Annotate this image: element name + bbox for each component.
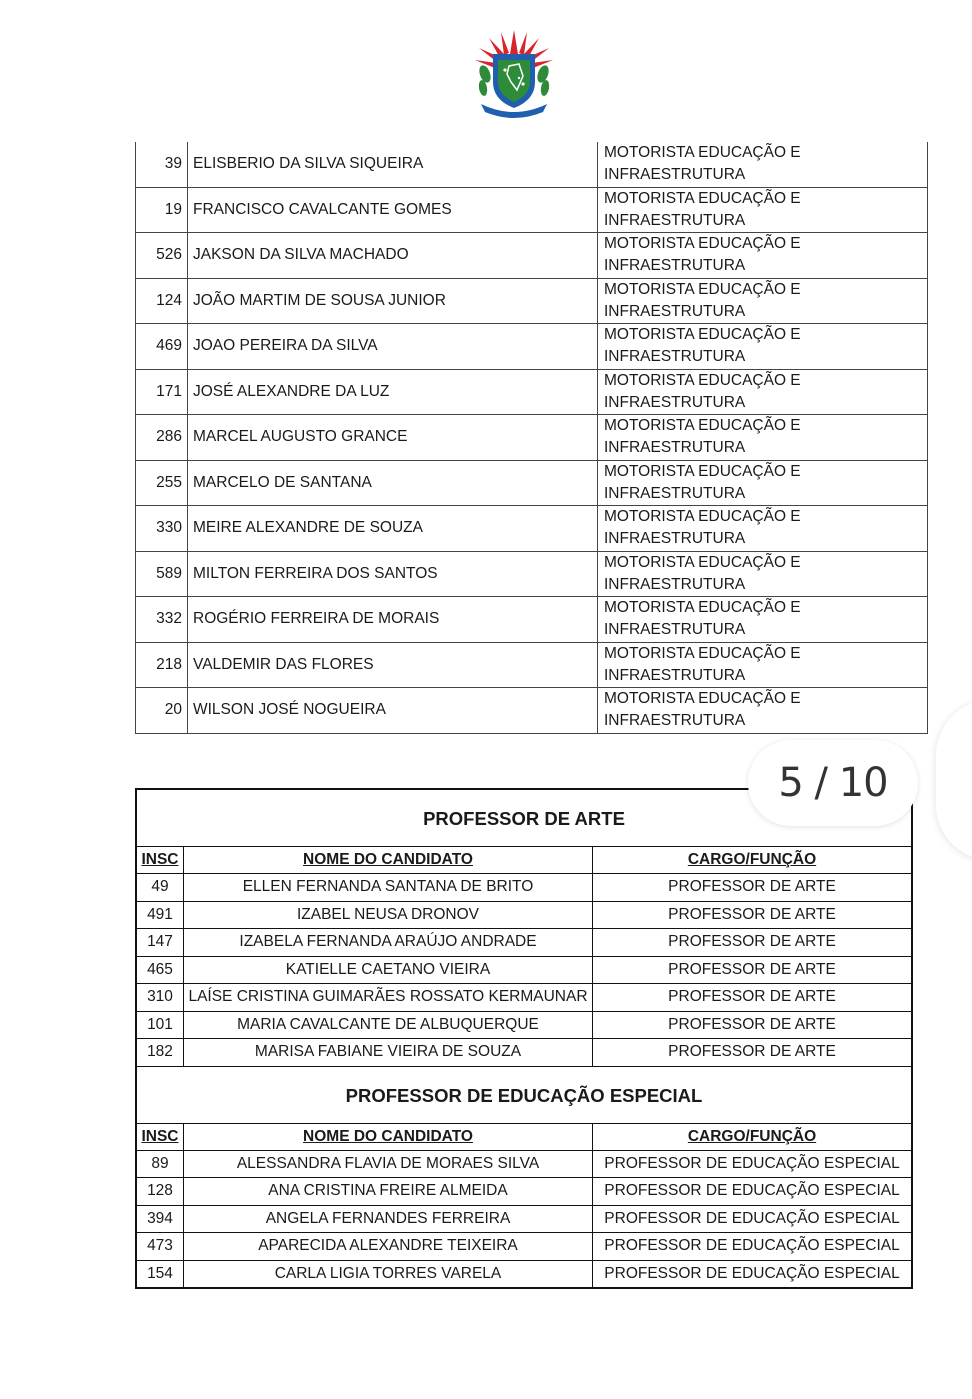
- table-row: [136, 460, 928, 506]
- insc-cell: 128: [136, 1178, 184, 1206]
- role-line-1: MOTORISTA EDUCAÇÃO E: [604, 326, 801, 344]
- professor-candidates-table: [135, 788, 913, 1289]
- table-row: [136, 506, 928, 552]
- table-row: [136, 369, 928, 415]
- column-header-row: [136, 1123, 912, 1150]
- insc-cell: 310: [136, 984, 184, 1012]
- insc-cell: 332: [136, 597, 188, 643]
- role-cell: [598, 233, 928, 279]
- insc-cell: 394: [136, 1205, 184, 1233]
- table-row: [136, 956, 912, 984]
- table-row: [136, 874, 912, 902]
- table-row: [136, 929, 912, 957]
- role-line-1: MOTORISTA EDUCAÇÃO E: [604, 371, 801, 389]
- section-title: PROFESSOR DE ARTE: [136, 789, 912, 847]
- section-title: PROFESSOR DE EDUCAÇÃO ESPECIAL: [136, 1066, 912, 1123]
- insc-cell: 154: [136, 1260, 184, 1288]
- role-header: CARGO/FUNÇÃO: [593, 847, 913, 874]
- municipal-crest-logo: [471, 24, 557, 120]
- table-row: [136, 597, 928, 643]
- table-row: [136, 324, 928, 370]
- insc-cell: 218: [136, 642, 188, 688]
- role-line-2: INFRAESTRUTURA: [604, 621, 746, 639]
- candidate-name-cell: IZABELA FERNANDA ARAÚJO ANDRADE: [184, 929, 593, 957]
- insc-cell: 469: [136, 324, 188, 370]
- role-cell: PROFESSOR DE ARTE: [593, 984, 913, 1012]
- role-cell: PROFESSOR DE ARTE: [593, 901, 913, 929]
- role-cell: PROFESSOR DE ARTE: [593, 1011, 913, 1039]
- role-cell: PROFESSOR DE ARTE: [593, 1039, 913, 1067]
- candidate-name-cell: JOSÉ ALEXANDRE DA LUZ: [188, 369, 598, 415]
- insc-cell: 49: [136, 874, 184, 902]
- candidate-name-cell: WILSON JOSÉ NOGUEIRA: [188, 688, 598, 734]
- role-line-1: MOTORISTA EDUCAÇÃO E: [604, 144, 801, 162]
- role-line-1: MOTORISTA EDUCAÇÃO E: [604, 280, 801, 298]
- role-cell: [598, 324, 928, 370]
- candidate-name-cell: JOAO PEREIRA DA SILVA: [188, 324, 598, 370]
- role-line-1: MOTORISTA EDUCAÇÃO E: [604, 690, 801, 708]
- candidate-name-cell: MILTON FERREIRA DOS SANTOS: [188, 551, 598, 597]
- role-line-2: INFRAESTRUTURA: [604, 484, 746, 502]
- role-header: CARGO/FUNÇÃO: [593, 1123, 913, 1150]
- column-header-row: [136, 847, 912, 874]
- role-line-2: INFRAESTRUTURA: [604, 211, 746, 229]
- insc-cell: 330: [136, 506, 188, 552]
- role-cell: PROFESSOR DE EDUCAÇÃO ESPECIAL: [593, 1260, 913, 1288]
- role-cell: [598, 642, 928, 688]
- role-line-2: INFRAESTRUTURA: [604, 393, 746, 411]
- table-row: [136, 142, 928, 187]
- role-cell: PROFESSOR DE ARTE: [593, 874, 913, 902]
- candidate-name-cell: ELLEN FERNANDA SANTANA DE BRITO: [184, 874, 593, 902]
- table-row: [136, 642, 928, 688]
- role-line-2: INFRAESTRUTURA: [604, 348, 746, 366]
- candidate-name-cell: MARCELO DE SANTANA: [188, 460, 598, 506]
- role-cell: PROFESSOR DE EDUCAÇÃO ESPECIAL: [593, 1178, 913, 1206]
- name-header: NOME DO CANDIDATO: [184, 1123, 593, 1150]
- section-title-row: [136, 1066, 912, 1123]
- table-row: [136, 1150, 912, 1178]
- candidate-name-cell: CARLA LIGIA TORRES VARELA: [184, 1260, 593, 1288]
- role-line-1: MOTORISTA EDUCAÇÃO E: [604, 599, 801, 617]
- role-line-2: INFRAESTRUTURA: [604, 712, 746, 730]
- name-header: NOME DO CANDIDATO: [184, 847, 593, 874]
- table-row: [136, 1178, 912, 1206]
- candidate-name-cell: APARECIDA ALEXANDRE TEIXEIRA: [184, 1233, 593, 1261]
- insc-cell: 526: [136, 233, 188, 279]
- role-cell: [598, 688, 928, 734]
- insc-header: INSC: [136, 847, 184, 874]
- insc-cell: 491: [136, 901, 184, 929]
- motorista-candidates-table: [135, 142, 928, 734]
- role-cell: [598, 551, 928, 597]
- candidate-name-cell: MARISA FABIANE VIEIRA DE SOUZA: [184, 1039, 593, 1067]
- candidate-name-cell: JOÃO MARTIM DE SOUSA JUNIOR: [188, 278, 598, 324]
- table-row: [136, 187, 928, 233]
- insc-cell: 39: [136, 142, 188, 187]
- role-line-2: INFRAESTRUTURA: [604, 666, 746, 684]
- role-line-2: INFRAESTRUTURA: [604, 257, 746, 275]
- table-row: [136, 1233, 912, 1261]
- role-line-1: MOTORISTA EDUCAÇÃO E: [604, 462, 801, 480]
- insc-cell: 171: [136, 369, 188, 415]
- role-line-2: INFRAESTRUTURA: [604, 575, 746, 593]
- role-line-1: MOTORISTA EDUCAÇÃO E: [604, 553, 801, 571]
- candidate-name-cell: ELISBERIO DA SILVA SIQUEIRA: [188, 142, 598, 187]
- candidate-name-cell: ANGELA FERNANDES FERREIRA: [184, 1205, 593, 1233]
- candidate-name-cell: MEIRE ALEXANDRE DE SOUZA: [188, 506, 598, 552]
- role-cell: [598, 369, 928, 415]
- candidate-name-cell: FRANCISCO CAVALCANTE GOMES: [188, 187, 598, 233]
- insc-cell: 255: [136, 460, 188, 506]
- role-line-2: INFRAESTRUTURA: [604, 439, 746, 457]
- page-indicator: 5 / 10: [748, 740, 918, 826]
- candidate-name-cell: ROGÉRIO FERREIRA DE MORAIS: [188, 597, 598, 643]
- role-line-1: MOTORISTA EDUCAÇÃO E: [604, 417, 801, 435]
- insc-cell: 147: [136, 929, 184, 957]
- table-row: [136, 984, 912, 1012]
- role-cell: PROFESSOR DE ARTE: [593, 929, 913, 957]
- table-row: [136, 415, 928, 461]
- insc-cell: 286: [136, 415, 188, 461]
- insc-cell: 473: [136, 1233, 184, 1261]
- role-line-1: MOTORISTA EDUCAÇÃO E: [604, 508, 801, 526]
- role-cell: PROFESSOR DE ARTE: [593, 956, 913, 984]
- candidate-name-cell: KATIELLE CAETANO VIEIRA: [184, 956, 593, 984]
- role-line-1: MOTORISTA EDUCAÇÃO E: [604, 644, 801, 662]
- table-row: [136, 1260, 912, 1288]
- role-cell: PROFESSOR DE EDUCAÇÃO ESPECIAL: [593, 1205, 913, 1233]
- candidate-name-cell: IZABEL NEUSA DRONOV: [184, 901, 593, 929]
- insc-header: INSC: [136, 1123, 184, 1150]
- table-row: [136, 1205, 912, 1233]
- table-row: [136, 1039, 912, 1067]
- table-row: [136, 901, 912, 929]
- insc-cell: 101: [136, 1011, 184, 1039]
- insc-cell: 20: [136, 688, 188, 734]
- insc-cell: 465: [136, 956, 184, 984]
- role-line-2: INFRAESTRUTURA: [604, 530, 746, 548]
- role-line-1: MOTORISTA EDUCAÇÃO E: [604, 189, 801, 207]
- candidate-name-cell: ALESSANDRA FLAVIA DE MORAES SILVA: [184, 1150, 593, 1178]
- role-cell: [598, 460, 928, 506]
- viewer-side-control[interactable]: [936, 700, 972, 860]
- table-row: [136, 551, 928, 597]
- insc-cell: 89: [136, 1150, 184, 1178]
- role-cell: [598, 415, 928, 461]
- table-row: [136, 233, 928, 279]
- insc-cell: 124: [136, 278, 188, 324]
- role-cell: PROFESSOR DE EDUCAÇÃO ESPECIAL: [593, 1150, 913, 1178]
- candidate-name-cell: VALDEMIR DAS FLORES: [188, 642, 598, 688]
- role-line-2: INFRAESTRUTURA: [604, 166, 746, 184]
- candidate-name-cell: MARCEL AUGUSTO GRANCE: [188, 415, 598, 461]
- insc-cell: 19: [136, 187, 188, 233]
- role-line-1: MOTORISTA EDUCAÇÃO E: [604, 235, 801, 253]
- role-cell: [598, 142, 928, 187]
- candidate-name-cell: ANA CRISTINA FREIRE ALMEIDA: [184, 1178, 593, 1206]
- table-row: [136, 278, 928, 324]
- role-cell: [598, 278, 928, 324]
- role-cell: [598, 187, 928, 233]
- role-cell: [598, 506, 928, 552]
- role-line-2: INFRAESTRUTURA: [604, 302, 746, 320]
- candidate-name-cell: MARIA CAVALCANTE DE ALBUQUERQUE: [184, 1011, 593, 1039]
- role-cell: [598, 597, 928, 643]
- role-cell: PROFESSOR DE EDUCAÇÃO ESPECIAL: [593, 1233, 913, 1261]
- insc-cell: 589: [136, 551, 188, 597]
- insc-cell: 182: [136, 1039, 184, 1067]
- candidate-name-cell: LAÍSE CRISTINA GUIMARÃES ROSSATO KERMAUNAR: [184, 984, 593, 1012]
- table-row: [136, 1011, 912, 1039]
- table-row: [136, 688, 928, 734]
- crest-icon: [471, 24, 557, 120]
- candidate-name-cell: JAKSON DA SILVA MACHADO: [188, 233, 598, 279]
